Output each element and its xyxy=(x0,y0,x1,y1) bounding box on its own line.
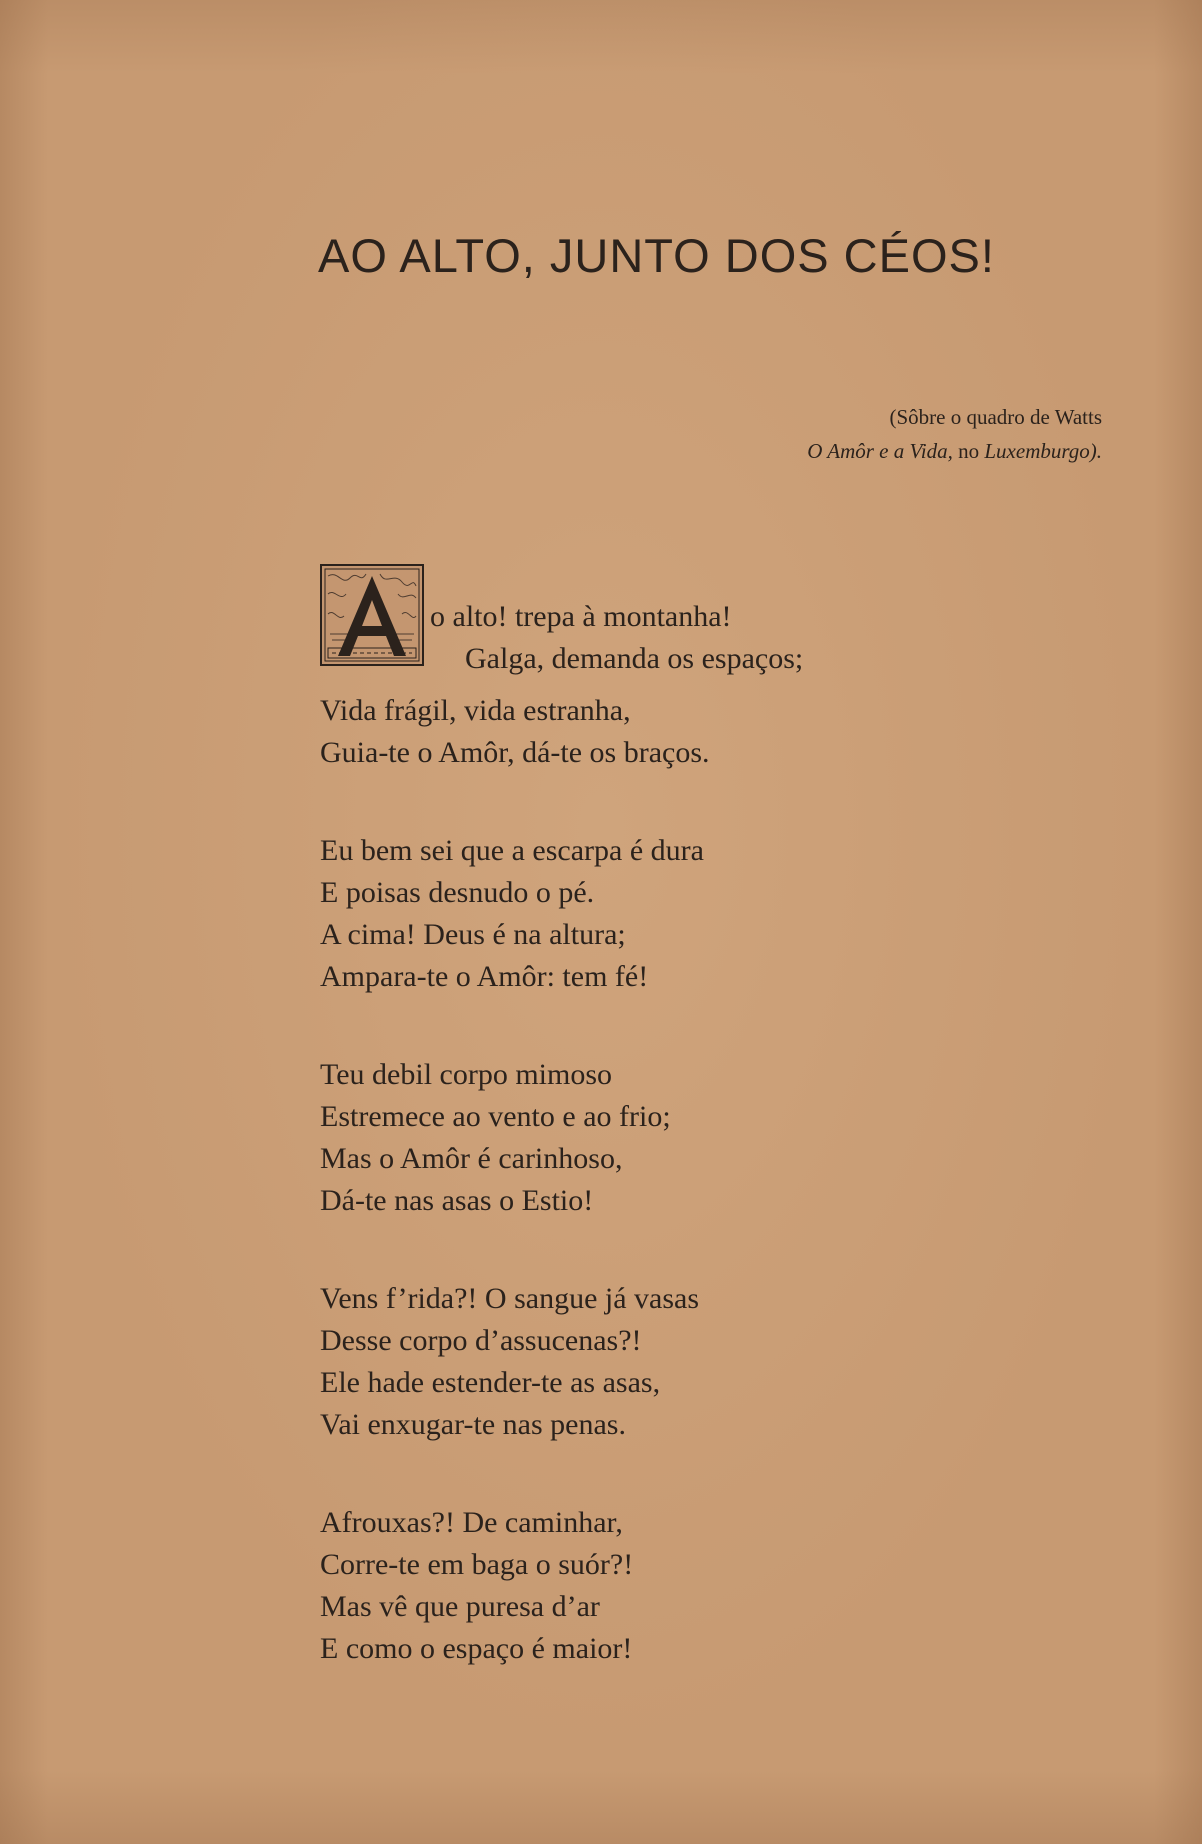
epigraph-line-2 xyxy=(807,434,1102,468)
poem-line: E poisas desnudo o pé. xyxy=(320,876,595,909)
stanza-1 xyxy=(320,564,1020,774)
poem-line: Estremece ao vento e ao frio; xyxy=(320,1100,671,1133)
poem-line: Teu debil corpo mimoso xyxy=(320,1058,613,1091)
epigraph xyxy=(807,400,1102,468)
poem-body xyxy=(320,564,1020,1726)
epigraph-connector: no xyxy=(952,439,985,463)
poem-line: Mas vê que puresa d’ar xyxy=(320,1590,600,1623)
poem-line: Galga, demanda os espaços; xyxy=(465,642,804,675)
poem-line: Ele hade estender-te as asas, xyxy=(320,1366,661,1399)
poem-line: Corre-te em baga o suór?! xyxy=(320,1548,634,1581)
poem-title: AO ALTO, JUNTO DOS CÉOS! xyxy=(318,229,995,282)
poem-line: Ampara-te o Amôr: tem fé! xyxy=(320,960,649,993)
stanza-5 xyxy=(320,1502,1020,1670)
poem-line: Afrouxas?! De caminhar, xyxy=(320,1506,623,1539)
poem-line: Vida frágil, vida estranha, xyxy=(320,694,631,727)
poem-line: o alto! trepa à montanha! xyxy=(430,600,732,633)
poem-line: Vens f’rida?! O sangue já vasas xyxy=(320,1282,700,1315)
poem-line: Eu bem sei que a escarpa é dura xyxy=(320,834,704,867)
poem-line: Dá-te nas asas o Estio! xyxy=(320,1184,594,1217)
museum-name: Luxemburgo). xyxy=(984,439,1102,463)
poem-line: Guia-te o Amôr, dá-te os braços. xyxy=(320,736,710,769)
stanza-2 xyxy=(320,830,1020,998)
poem-line: Vai enxugar-te nas penas. xyxy=(320,1408,626,1441)
stanza-1-opening xyxy=(320,564,1020,690)
poem-line: E como o espaço é maior! xyxy=(320,1632,633,1665)
poem-line: A cima! Deus é na altura; xyxy=(320,918,626,951)
ornamental-dropcap-a-icon xyxy=(320,564,424,666)
poem-line: Desse corpo d’assucenas?! xyxy=(320,1324,642,1357)
stanza-3 xyxy=(320,1054,1020,1222)
stanza-4 xyxy=(320,1278,1020,1446)
painting-title: O Amôr e a Vida, xyxy=(807,439,953,463)
poem-line: Mas o Amôr é carinhoso, xyxy=(320,1142,623,1175)
epigraph-line-1: (Sôbre o quadro de Watts xyxy=(889,405,1102,429)
